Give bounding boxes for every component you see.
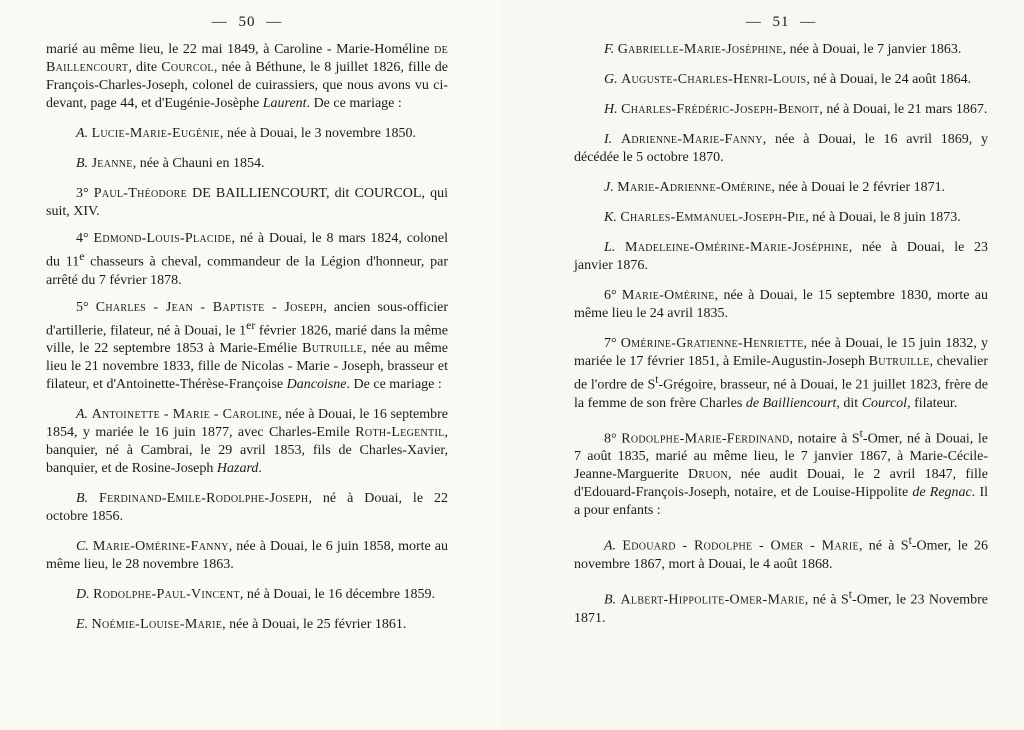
paragraph-marriage-continuation: marié au même lieu, le 22 mai 1849, à Caroline - Marie-Homéline de Baillencourt, dite Courcol, née à Béthune, le 8 juillet 1826, fille de François-Charles-Joseph, colonel de cuirassiers, que nous avons vu ci-devant, page 44, et d'Eugénie-Josèphe Laurent. De ce mariage : — [46, 42, 449, 111]
child-entry-l: L. Madeleine-Omérine-Marie-Joséphine, née à Douai, le 23 janvier 1876. — [574, 240, 989, 273]
child-entry-5e: E. Noémie-Louise-Marie, née à Douai, le 25 février 1861. — [76, 617, 407, 633]
child-entry-i: I. Adrienne-Marie-Fanny, née à Douai, le 16 avril 1869, y décédée le 5 octobre 1870. — [574, 132, 989, 165]
page-50 — [0, 0, 500, 730]
sibling-entry-8: 8° Rodolphe-Marie-Ferdinand, notaire à $S^t$-Omer, né à Douai, le 7 août 1835, marié au même lieu, le 7 janvier 1867, à Marie-Cécile-Jeanne-Marguerite Druon, née audit Douai, le 2 avril 1847, fille d'Edouard-François-Joseph, notaire, et de Louise-Hippolite de Regnac. Il a pour enfants : — [574, 426, 989, 519]
child-entry-b: B. Jeanne, née à Chauni en 1854. — [76, 156, 265, 171]
child-entry-h: H. Charles-Frédéric-Joseph-Benoit, né à Douai, le 21 mars 1867. — [604, 102, 988, 117]
sibling-entry-7: 7° Omérine-Gratienne-Henriette, née à Douai, le 15 juin 1832, y mariée le 17 février 1851, à Emile-Augustin-Joseph Butruille, chevalier de l'ordre de $S^t$-Grégoire, brasseur, né à Douai, le 21 juillet 1823, frère de la femme de son frère Charles de Bailliencourt, dit Courcol, filateur. — [574, 336, 988, 411]
child-entry-a: A. Lucie-Marie-Eugénie, née à Douai, le 3 novembre 1850. — [76, 126, 416, 141]
child-entry-5b: B. Ferdinand-Emile-Rodolphe-Joseph, né à Douai, le 22 octobre 1856. — [46, 491, 449, 525]
child-entry-g: G. Auguste-Charles-Henri-Louis, né à Douai, le 24 août 1864. — [604, 72, 972, 87]
child-entry-j: J. Marie-Adrienne-Omérine, née à Douai le 2 février 1871. — [604, 180, 946, 195]
child-entry-f: F. Gabrielle-Marie-Joséphine, née à Douai, le 7 janvier 1863. — [604, 42, 962, 57]
sibling-entry-5: 5° Charles - Jean - Baptiste - Joseph, ancien sous-officier d'artillerie, filateur, né à Douai, le 1er février 1826, marié dans la même ville, le 22 septembre 1853 à Marie-Emélie Butruille, née au même lieu le 21 novembre 1833, fille de Nicolas - Marie - Joseph, brasseur et filateur, et d'Antoinette-Thérèse-Françoise Dancoisne. De ce mariage : — [46, 299, 448, 393]
child-entry-k: K. Charles-Emmanuel-Joseph-Pie, né à Douai, le 8 juin 1873. — [604, 210, 961, 225]
page-51 — [500, 0, 1024, 730]
page-number: — 51 — — [745, 14, 817, 30]
page-number: — 50 — — [211, 14, 283, 30]
sibling-entry-6: 6° Marie-Omérine, née à Douai, le 15 septembre 1830, morte au même lieu le 24 avril 1835. — [574, 288, 989, 321]
child-entry-5d: D. Rodolphe-Paul-Vincent, né à Douai, le 16 décembre 1859. — [76, 587, 436, 603]
sibling-entry-4: 4° Edmond-Louis-Placide, né à Douai, le 8 mars 1824, colonel du 11e chasseurs à cheval, commandeur de la Légion d'honneur, par arrêté du 7 février 1878. — [46, 231, 448, 288]
child-entry-5a: A. Antoinette - Marie - Caroline, née à Douai, le 16 septembre 1854, y mariée le 16 juin 1877, avec Charles-Emile Roth-Legentil, banquier, né à Cambrai, le 29 avril 1853, fils de Charles-Xavier, banquier, et de Rosine-Joseph Hazard. — [46, 407, 448, 477]
child-entry-8a: A. Edouard - Rodolphe - Omer - Marie, né à $S^t$-Omer, le 26 novembre 1867, mort à Douai, le 4 août 1868. — [574, 534, 989, 572]
sibling-entry-3: 3° Paul-Théodore DE BAILLIENCOURT, dit COURCOL, qui suit, XIV. — [46, 186, 448, 219]
child-entry-8b: B. Albert-Hippolite-Omer-Marie, né à $S^t$-Omer, le 23 Novembre 1871. — [574, 587, 989, 626]
child-entry-5c: C. Marie-Omérine-Fanny, née à Douai, le 6 juin 1858, morte au même lieu, le 28 novembre 1863. — [46, 539, 449, 573]
